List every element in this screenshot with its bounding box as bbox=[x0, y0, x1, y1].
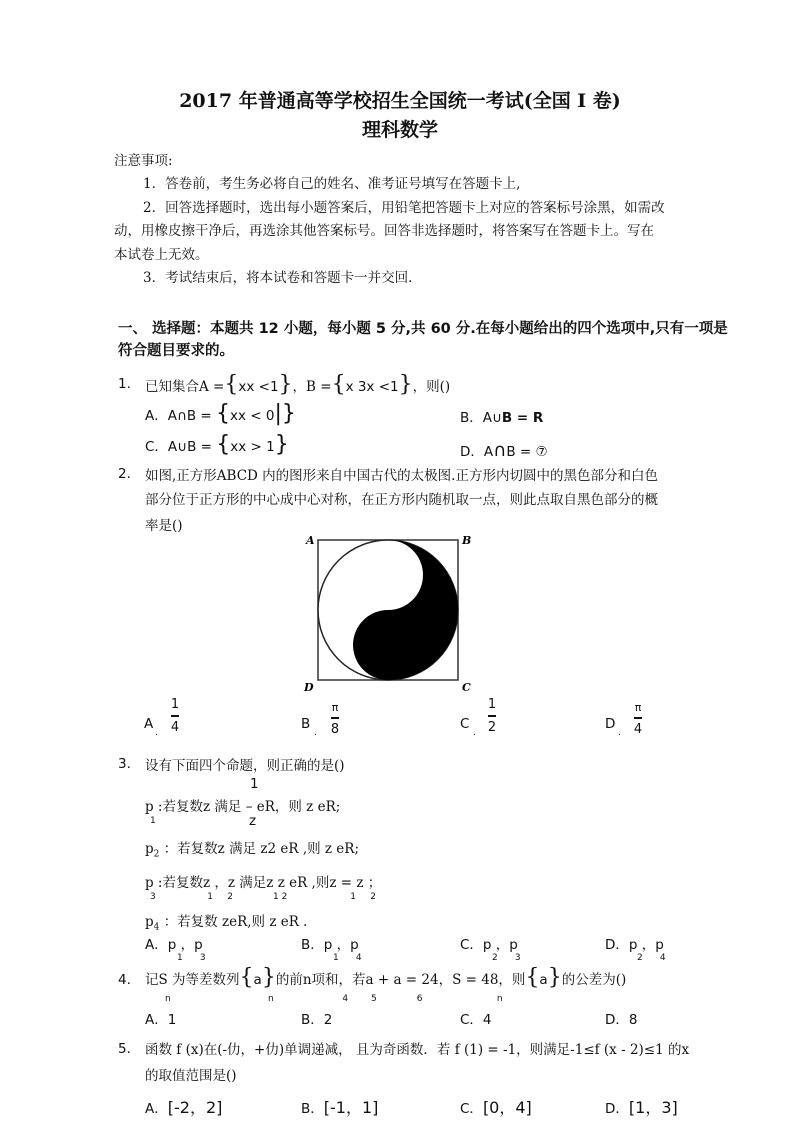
q3-p4: $p_4$ ：若复数 zeR,则 z eR . bbox=[145, 914, 308, 933]
q4-option-d: D．8 bbox=[605, 1012, 638, 1028]
taiji-black-dot bbox=[380, 637, 396, 653]
q3-p2: $p_2$ ：若复数z 满足 z2 eR ,则 z eR; bbox=[145, 841, 360, 860]
notice-item-2-cont: 动，用橡皮擦干净后，再选涂其他答案标号。回答非选择题时，将答案写在答题卡上。写在 bbox=[114, 223, 654, 239]
q4-option-c: C．4 bbox=[460, 1012, 492, 1028]
q2-option-b-dot: . bbox=[314, 728, 317, 738]
q2-stem-line1: 如图,正方形ABCD 内的图形来自中国古代的太极图.正方形内切圆中的黑色部分和白色 bbox=[145, 468, 658, 484]
q3-option-a-subs: 1 3 bbox=[177, 953, 206, 963]
q4-stem: 记S 为等差数列{a}的前n项和，若a + a = 24，S = 48，则{a}的公差为() bbox=[145, 965, 627, 990]
q2-stem-line2: 部分位于正方形的中心成中心对称，在正方形内随机取一点，则此点取自黑色部分的概 bbox=[145, 492, 658, 508]
q3-p3-subscripts: 3 1 2 1 2 1 2 bbox=[150, 892, 377, 902]
q3-option-b-subs: 1 4 bbox=[333, 953, 362, 963]
q3-option-a: A．p ，p bbox=[145, 937, 203, 953]
q1-number: 1. bbox=[118, 376, 131, 392]
q2-number: 2. bbox=[118, 466, 131, 482]
q2-option-c-dot: . bbox=[473, 728, 476, 738]
notice-item-1: 1．答卷前，考生务必将自己的姓名、准考证号填写在答题卡上, bbox=[143, 176, 521, 192]
q5-option-c: C．[0，4] bbox=[460, 1098, 532, 1117]
q2-option-b-letter: B bbox=[301, 716, 311, 732]
q2-option-a-letter: A bbox=[144, 716, 154, 732]
taiji-white-dot bbox=[380, 567, 396, 583]
notice-item-2: 2．回答选择题时，选出每小题答案后，用铅笔把答题卡上对应的答案标号涂黑，如需改 bbox=[143, 200, 665, 216]
q2-option-c-letter: C bbox=[460, 716, 470, 732]
q2-option-b-value: π 8 bbox=[330, 701, 340, 737]
notice-heading: 注意事项: bbox=[114, 153, 173, 169]
q1-option-d: D．A∩B = ⑦ bbox=[460, 440, 548, 461]
q3-option-d-subs: 2 4 bbox=[637, 953, 666, 963]
q2-option-a-dot: . bbox=[155, 728, 158, 738]
section-heading-cont: 符合题目要求的。 bbox=[118, 343, 234, 359]
q3-frac-den: z bbox=[249, 813, 257, 829]
q3-frac-num: 1 bbox=[250, 776, 259, 792]
section-heading: 一、 选择题：本题共 12 小题，每小题 5 分,共 60 分.在每小题给出的四个选项中,只有一项是 bbox=[118, 321, 728, 337]
q2-option-c-value: 1 2 bbox=[487, 697, 497, 735]
q3-p1-subscript: 1 bbox=[150, 816, 156, 826]
q2-option-d-value: π 4 bbox=[633, 701, 643, 737]
q1-stem: 已知集合A ={xx <1}，B ={x 3x <1}，则() bbox=[145, 372, 451, 397]
q3-p3: p :若复数z ，z 满足z z eR ,则z = z ； bbox=[145, 875, 382, 891]
q5-stem-line2: 的取值范围是() bbox=[145, 1068, 237, 1084]
q5-option-b: B．[-1，1] bbox=[301, 1098, 379, 1117]
corner-label-b: B bbox=[462, 534, 472, 547]
q3-option-d: D．p ，p bbox=[605, 937, 664, 953]
notice-item-3: 3．考试结束后，将本试卷和答题卡一并交回. bbox=[143, 270, 413, 286]
q1-option-b: B．A∪B = R bbox=[460, 410, 544, 426]
q4-number: 4. bbox=[118, 972, 131, 988]
q5-stem-line1: 函数 f (x)在(-仂，+仂)单调递减， 且为奇函数．若 f (1) = -1，则满足-1≤f (x - 2)≤1 的x bbox=[145, 1042, 690, 1058]
exam-subtitle: 理科数学 bbox=[361, 119, 438, 141]
q1-option-c: C．A∪B = {xx > 1} bbox=[145, 432, 289, 457]
corner-label-c: C bbox=[462, 681, 471, 694]
q3-number: 3. bbox=[118, 756, 131, 772]
q3-stem: 设有下面四个命题，则正确的是() bbox=[145, 758, 345, 774]
notice-item-2-end: 本试卷上无效。 bbox=[114, 247, 209, 263]
taiji-figure bbox=[300, 530, 480, 696]
q5-option-d: D．[1，3] bbox=[605, 1098, 678, 1117]
q3-p1: p :若复数z 满足 – eR，则 z eR; bbox=[145, 799, 341, 815]
q2-stem-line3: 率是() bbox=[145, 518, 183, 534]
q2-option-d-dot: . bbox=[618, 728, 621, 738]
q2-option-a-value: 1 4 bbox=[170, 697, 180, 735]
q5-option-a: A．[-2，2] bbox=[145, 1098, 223, 1117]
corner-label-d: D bbox=[304, 681, 314, 694]
q3-option-c: C．p ，p bbox=[460, 937, 518, 953]
q4-subscripts: n n 4 5 6 n bbox=[165, 994, 503, 1004]
corner-label-a: A bbox=[306, 534, 315, 547]
q5-number: 5. bbox=[118, 1041, 131, 1057]
q3-option-b: B．p ，p bbox=[301, 937, 359, 953]
q4-option-a: A．1 bbox=[145, 1012, 177, 1028]
q3-option-c-subs: 2 3 bbox=[492, 953, 521, 963]
q1-option-a: A．A∩B = {xx < 0|} bbox=[145, 401, 296, 426]
q2-option-d-letter: D bbox=[605, 716, 616, 732]
exam-title: 2017 年普通高等学校招生全国统一考试(全国 I 卷) bbox=[179, 90, 621, 112]
q4-option-b: B．2 bbox=[301, 1012, 333, 1028]
